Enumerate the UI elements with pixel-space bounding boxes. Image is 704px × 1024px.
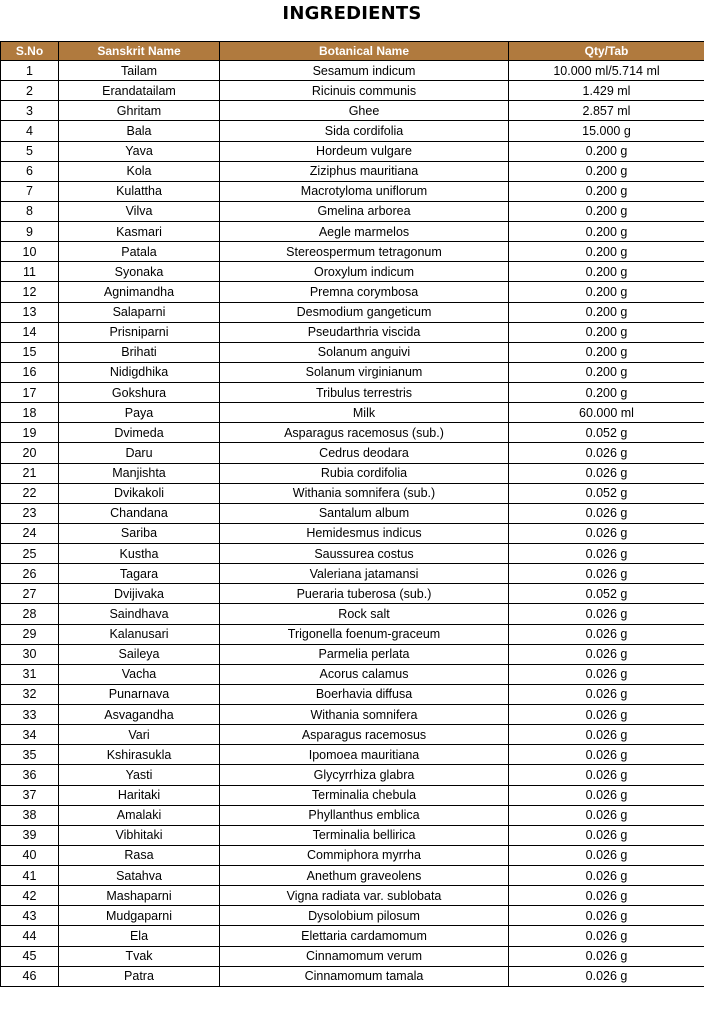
table-row [1,866,704,886]
cell-sanskrit-name: Patra [59,966,220,986]
cell-sanskrit-name: Saileya [59,644,220,664]
cell-sno: 45 [1,946,59,966]
cell-qty-tab: 0.026 g [509,644,704,664]
cell-sno: 7 [1,181,59,201]
table-row [1,383,704,403]
cell-botanical-name: Rock salt [220,604,509,624]
cell-sno: 20 [1,443,59,463]
cell-qty-tab: 0.052 g [509,584,704,604]
cell-sno: 11 [1,262,59,282]
cell-sno: 40 [1,845,59,865]
cell-botanical-name: Sida cordifolia [220,121,509,141]
cell-sno: 9 [1,222,59,242]
cell-sno: 38 [1,805,59,825]
cell-sanskrit-name: Asvagandha [59,705,220,725]
cell-botanical-name: Aegle marmelos [220,222,509,242]
cell-botanical-name: Stereospermum tetragonum [220,242,509,262]
cell-sno: 33 [1,705,59,725]
cell-sno: 15 [1,342,59,362]
cell-sanskrit-name: Salaparni [59,302,220,322]
table-row [1,705,704,725]
cell-sanskrit-name: Tailam [59,61,220,81]
table-header-row [1,42,704,61]
cell-sanskrit-name: Prisniparni [59,322,220,342]
cell-sanskrit-name: Kola [59,161,220,181]
cell-qty-tab: 0.026 g [509,604,704,624]
cell-qty-tab: 0.026 g [509,785,704,805]
cell-sanskrit-name: Ghritam [59,101,220,121]
table-row [1,564,704,584]
table-row [1,886,704,906]
table-row [1,825,704,845]
table-row [1,584,704,604]
table-row [1,181,704,201]
cell-botanical-name: Terminalia bellirica [220,825,509,845]
cell-qty-tab: 0.026 g [509,443,704,463]
cell-sno: 25 [1,544,59,564]
table-row [1,362,704,382]
table-row [1,765,704,785]
cell-sanskrit-name: Rasa [59,845,220,865]
table-row [1,725,704,745]
table-row [1,262,704,282]
table-row [1,523,704,543]
cell-qty-tab: 0.052 g [509,483,704,503]
cell-qty-tab: 0.200 g [509,181,704,201]
cell-sno: 17 [1,383,59,403]
cell-sno: 26 [1,564,59,584]
cell-botanical-name: Ricinuis communis [220,81,509,101]
table-row [1,805,704,825]
cell-sno: 24 [1,523,59,543]
cell-botanical-name: Glycyrrhiza glabra [220,765,509,785]
cell-botanical-name: Sesamum indicum [220,61,509,81]
cell-botanical-name: Phyllanthus emblica [220,805,509,825]
cell-sno: 42 [1,886,59,906]
cell-qty-tab: 0.026 g [509,765,704,785]
cell-qty-tab: 0.026 g [509,886,704,906]
cell-botanical-name: Solanum virginianum [220,362,509,382]
cell-qty-tab: 0.026 g [509,684,704,704]
cell-sno: 30 [1,644,59,664]
cell-qty-tab: 0.026 g [509,926,704,946]
cell-sanskrit-name: Gokshura [59,383,220,403]
cell-sno: 43 [1,906,59,926]
table-row [1,966,704,986]
cell-qty-tab: 1.429 ml [509,81,704,101]
table-row [1,926,704,946]
cell-sno: 18 [1,403,59,423]
table-row [1,61,704,81]
cell-qty-tab: 0.026 g [509,805,704,825]
cell-sanskrit-name: Vilva [59,201,220,221]
cell-botanical-name: Elettaria cardamomum [220,926,509,946]
cell-botanical-name: Trigonella foenum-graceum [220,624,509,644]
cell-qty-tab: 0.200 g [509,242,704,262]
table-row [1,845,704,865]
cell-qty-tab: 0.026 g [509,503,704,523]
cell-botanical-name: Acorus calamus [220,664,509,684]
cell-botanical-name: Premna corymbosa [220,282,509,302]
cell-botanical-name: Rubia cordifolia [220,463,509,483]
cell-sanskrit-name: Sariba [59,523,220,543]
cell-botanical-name: Oroxylum indicum [220,262,509,282]
cell-botanical-name: Cinnamomum verum [220,946,509,966]
cell-botanical-name: Pueraria tuberosa (sub.) [220,584,509,604]
cell-sno: 3 [1,101,59,121]
cell-botanical-name: Asparagus racemosus (sub.) [220,423,509,443]
cell-sno: 10 [1,242,59,262]
cell-sanskrit-name: Amalaki [59,805,220,825]
cell-qty-tab: 0.200 g [509,383,704,403]
cell-qty-tab: 0.200 g [509,342,704,362]
cell-sanskrit-name: Yava [59,141,220,161]
cell-botanical-name: Solanum anguivi [220,342,509,362]
cell-sno: 37 [1,785,59,805]
cell-sanskrit-name: Manjishta [59,463,220,483]
cell-qty-tab: 0.026 g [509,745,704,765]
cell-sanskrit-name: Yasti [59,765,220,785]
ingredients-table [0,41,704,987]
table-row [1,443,704,463]
cell-sno: 35 [1,745,59,765]
cell-sanskrit-name: Kasmari [59,222,220,242]
cell-botanical-name: Cedrus deodara [220,443,509,463]
table-row [1,121,704,141]
cell-sno: 41 [1,866,59,886]
table-row [1,141,704,161]
cell-sanskrit-name: Kustha [59,544,220,564]
cell-botanical-name: Asparagus racemosus [220,725,509,745]
cell-botanical-name: Withania somnifera (sub.) [220,483,509,503]
table-row [1,664,704,684]
table-row [1,503,704,523]
cell-qty-tab: 0.026 g [509,866,704,886]
column-header-sanskrit-name: Sanskrit Name [59,42,220,61]
cell-qty-tab: 0.026 g [509,966,704,986]
cell-botanical-name: Commiphora myrrha [220,845,509,865]
table-row [1,624,704,644]
cell-qty-tab: 0.200 g [509,222,704,242]
cell-sanskrit-name: Chandana [59,503,220,523]
cell-botanical-name: Vigna radiata var. sublobata [220,886,509,906]
table-row [1,745,704,765]
cell-qty-tab: 0.200 g [509,282,704,302]
cell-qty-tab: 15.000 g [509,121,704,141]
cell-botanical-name: Anethum graveolens [220,866,509,886]
cell-qty-tab: 0.200 g [509,262,704,282]
cell-qty-tab: 0.026 g [509,523,704,543]
cell-sno: 19 [1,423,59,443]
cell-sanskrit-name: Erandatailam [59,81,220,101]
table-row [1,81,704,101]
cell-qty-tab: 0.026 g [509,705,704,725]
cell-qty-tab: 0.026 g [509,825,704,845]
cell-qty-tab: 0.200 g [509,161,704,181]
cell-botanical-name: Saussurea costus [220,544,509,564]
cell-qty-tab: 2.857 ml [509,101,704,121]
cell-qty-tab: 0.026 g [509,544,704,564]
table-row [1,483,704,503]
cell-sno: 39 [1,825,59,845]
cell-sno: 13 [1,302,59,322]
table-row [1,544,704,564]
cell-qty-tab: 0.200 g [509,201,704,221]
cell-sno: 29 [1,624,59,644]
cell-botanical-name: Dysolobium pilosum [220,906,509,926]
cell-botanical-name: Terminalia chebula [220,785,509,805]
cell-botanical-name: Parmelia perlata [220,644,509,664]
table-row [1,604,704,624]
page-title: INGREDIENTS [282,3,422,24]
cell-sno: 4 [1,121,59,141]
cell-qty-tab: 0.200 g [509,322,704,342]
table-row [1,101,704,121]
cell-botanical-name: Tribulus terrestris [220,383,509,403]
cell-sanskrit-name: Punarnava [59,684,220,704]
table-row [1,463,704,483]
cell-botanical-name: Pseudarthria viscida [220,322,509,342]
cell-qty-tab: 0.026 g [509,906,704,926]
cell-sanskrit-name: Kalanusari [59,624,220,644]
cell-sanskrit-name: Patala [59,242,220,262]
cell-qty-tab: 0.026 g [509,624,704,644]
column-header-botanical-name: Botanical Name [220,42,509,61]
cell-qty-tab: 0.200 g [509,362,704,382]
cell-sanskrit-name: Saindhava [59,604,220,624]
cell-botanical-name: Boerhavia diffusa [220,684,509,704]
table-row [1,282,704,302]
table-row [1,423,704,443]
cell-sanskrit-name: Dvikakoli [59,483,220,503]
table-row [1,161,704,181]
cell-sanskrit-name: Dvijivaka [59,584,220,604]
table-row [1,906,704,926]
table-row [1,644,704,664]
cell-sno: 32 [1,684,59,704]
cell-qty-tab: 0.026 g [509,564,704,584]
table-row [1,946,704,966]
cell-sanskrit-name: Haritaki [59,785,220,805]
table-row [1,342,704,362]
cell-botanical-name: Gmelina arborea [220,201,509,221]
table-row [1,222,704,242]
cell-sno: 14 [1,322,59,342]
cell-botanical-name: Santalum album [220,503,509,523]
cell-sno: 12 [1,282,59,302]
cell-sanskrit-name: Ela [59,926,220,946]
cell-sno: 2 [1,81,59,101]
cell-sanskrit-name: Mudgaparni [59,906,220,926]
cell-qty-tab: 0.026 g [509,725,704,745]
cell-sanskrit-name: Tagara [59,564,220,584]
cell-sanskrit-name: Vacha [59,664,220,684]
cell-botanical-name: Withania somnifera [220,705,509,725]
cell-sno: 16 [1,362,59,382]
cell-botanical-name: Ipomoea mauritiana [220,745,509,765]
cell-qty-tab: 60.000 ml [509,403,704,423]
cell-sno: 28 [1,604,59,624]
cell-sno: 46 [1,966,59,986]
cell-sno: 44 [1,926,59,946]
cell-sanskrit-name: Tvak [59,946,220,966]
cell-sno: 27 [1,584,59,604]
table-row [1,684,704,704]
cell-sanskrit-name: Satahva [59,866,220,886]
cell-qty-tab: 0.200 g [509,141,704,161]
cell-qty-tab: 0.200 g [509,302,704,322]
cell-sno: 1 [1,61,59,81]
cell-sanskrit-name: Brihati [59,342,220,362]
column-header-sno: S.No [1,42,59,61]
table-row [1,403,704,423]
cell-botanical-name: Hemidesmus indicus [220,523,509,543]
cell-qty-tab: 0.026 g [509,664,704,684]
table-row [1,242,704,262]
cell-sanskrit-name: Kshirasukla [59,745,220,765]
cell-sanskrit-name: Kulattha [59,181,220,201]
cell-botanical-name: Desmodium gangeticum [220,302,509,322]
cell-sno: 36 [1,765,59,785]
cell-sanskrit-name: Daru [59,443,220,463]
table-row [1,201,704,221]
cell-sanskrit-name: Syonaka [59,262,220,282]
cell-botanical-name: Valeriana jatamansi [220,564,509,584]
cell-qty-tab: 0.026 g [509,946,704,966]
cell-sanskrit-name: Bala [59,121,220,141]
cell-sno: 23 [1,503,59,523]
cell-botanical-name: Ghee [220,101,509,121]
cell-sno: 22 [1,483,59,503]
cell-sanskrit-name: Vari [59,725,220,745]
cell-sno: 5 [1,141,59,161]
table-body [1,61,704,987]
cell-qty-tab: 10.000 ml/5.714 ml [509,61,704,81]
cell-sno: 31 [1,664,59,684]
cell-sanskrit-name: Agnimandha [59,282,220,302]
cell-qty-tab: 0.026 g [509,463,704,483]
cell-qty-tab: 0.026 g [509,845,704,865]
cell-sanskrit-name: Vibhitaki [59,825,220,845]
cell-sanskrit-name: Mashaparni [59,886,220,906]
cell-sanskrit-name: Paya [59,403,220,423]
cell-sno: 21 [1,463,59,483]
cell-botanical-name: Macrotyloma uniflorum [220,181,509,201]
table-row [1,302,704,322]
column-header-qty-tab: Qty/Tab [509,42,704,61]
cell-botanical-name: Hordeum vulgare [220,141,509,161]
cell-sno: 34 [1,725,59,745]
cell-sno: 6 [1,161,59,181]
cell-sanskrit-name: Nidigdhika [59,362,220,382]
table-row [1,785,704,805]
cell-sno: 8 [1,201,59,221]
cell-botanical-name: Cinnamomum tamala [220,966,509,986]
cell-qty-tab: 0.052 g [509,423,704,443]
cell-sanskrit-name: Dvimeda [59,423,220,443]
table-row [1,322,704,342]
cell-botanical-name: Milk [220,403,509,423]
cell-botanical-name: Ziziphus mauritiana [220,161,509,181]
